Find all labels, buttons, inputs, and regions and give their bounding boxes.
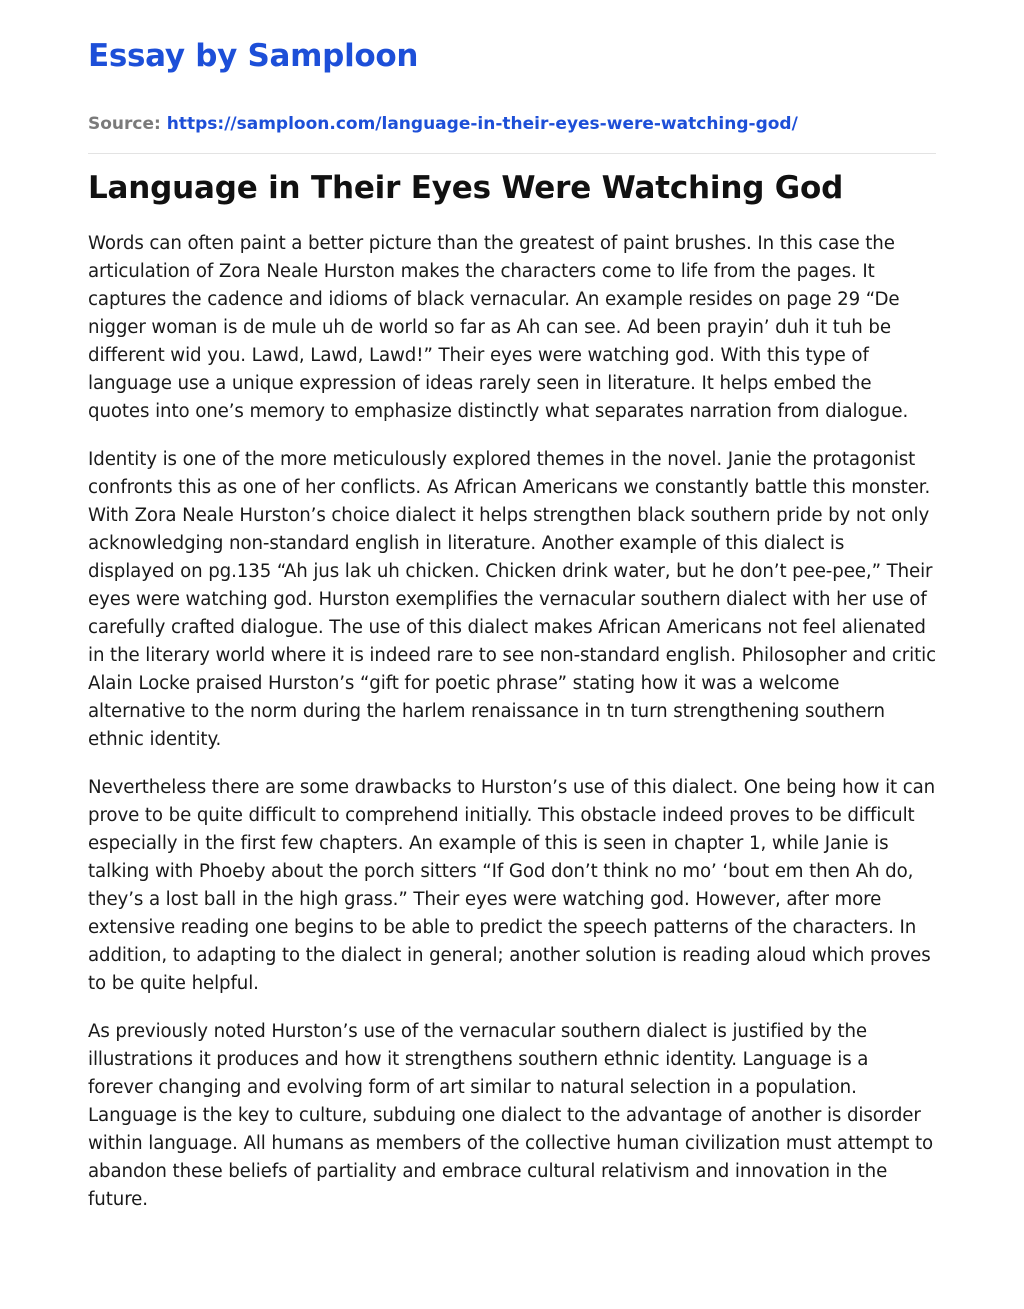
source-label: Source: bbox=[88, 114, 161, 134]
essay-paragraph: As previously noted Hurston’s use of the vernacular southern dialect is justified by the illustrations it produces and how it strengthens southern ethnic identity. Language is a forever changing and evolving form of art similar to natural selection in a population. Language is the key to culture, subduing one dialect to the advantage of another is disorder within language. All humans as members of the collective human civilization must attempt to abandon these beliefs of partiality and embrace cultural relativism and innovation in the future. bbox=[88, 1021, 934, 1210]
essay-body bbox=[88, 230, 936, 1214]
essay-paragraph: Nevertheless there are some drawbacks to Hurston’s use of this dialect. One being how it can prove to be quite difficult to comprehend initially. This obstacle indeed proves to be difficult especially in the first few chapters. An example of this is seen in chapter 1, while Janie is talking with Phoeby about the porch sitters “If God don’t think no mo’ ‘bout em then Ah do, they’s a lost ball in the high grass.” Their eyes were watching god. However, after more extensive reading one begins to be able to predict the speech patterns of the characters. In addition, to adapting to the dialect in general; another solution is reading aloud which proves to be quite helpful. bbox=[88, 777, 936, 994]
essay-title: Language in Their Eyes Were Watching God bbox=[88, 170, 844, 206]
essay-page bbox=[88, 0, 936, 1214]
essay-paragraph: Identity is one of the more meticulously explored themes in the novel. Janie the protagonist confronts this as one of her conflicts. As African Americans we constantly battle this monster. With Zora Neale Hurston’s choice dialect it helps strengthen black southern pride by not only acknowledging non-standard english in literature. Another example of this dialect is displayed on pg.135 “Ah jus lak uh chicken. Chicken drink water, but he don’t pee-pee,” Their eyes were watching god. Hurston exemplifies the vernacular southern dialect with her use of carefully crafted dialogue. The use of this dialect makes African Americans not feel alienated in the literary world where it is indeed rare to see non-standard english. Philosopher and critic Alain Locke praised Hurston’s “gift for poetic phrase” stating how it was a welcome alternative to the norm during the harlem renaissance in tn turn strengthening southern ethnic identity. bbox=[88, 449, 937, 750]
source-link[interactable]: https://samploon.com/language-in-their-eyes-were-watching-god/ bbox=[166, 114, 798, 134]
source-line bbox=[88, 113, 936, 135]
essay-paragraph: Words can often paint a better picture than the greatest of paint brushes. In this case the articulation of Zora Neale Hurston makes the characters come to life from the pages. It captures the cadence and idioms of black vernacular. An example resides on page 29 “De nigger woman is de mule uh de world so far as Ah can see. Ad been prayin’ duh it tuh be different wid you. Lawd, Lawd, Lawd!” Their eyes were watching god. With this type of language use a unique expression of ideas rarely seen in literature. It helps embed the quotes into one’s memory to emphasize distinctly what separates narration from dialogue. bbox=[88, 233, 909, 422]
brand-title: Essay by Samploon bbox=[88, 38, 419, 74]
header-divider bbox=[88, 153, 936, 154]
